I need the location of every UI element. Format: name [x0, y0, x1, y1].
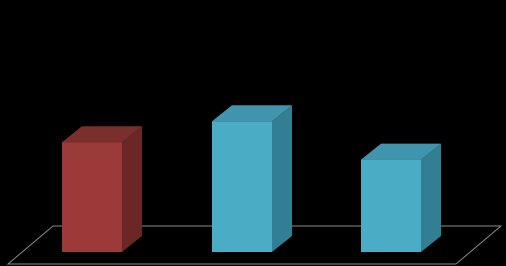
- bars-group: [62, 105, 441, 252]
- bar-2-front: [212, 121, 272, 252]
- bar-2-side: [272, 105, 292, 252]
- bar-3-side: [421, 144, 441, 252]
- bar-3-front: [361, 160, 421, 252]
- bar-1: [62, 126, 142, 252]
- bar-3: [361, 144, 441, 252]
- bar-1-side: [122, 126, 142, 252]
- bar-2: [212, 105, 292, 252]
- bar-1-front: [62, 142, 122, 252]
